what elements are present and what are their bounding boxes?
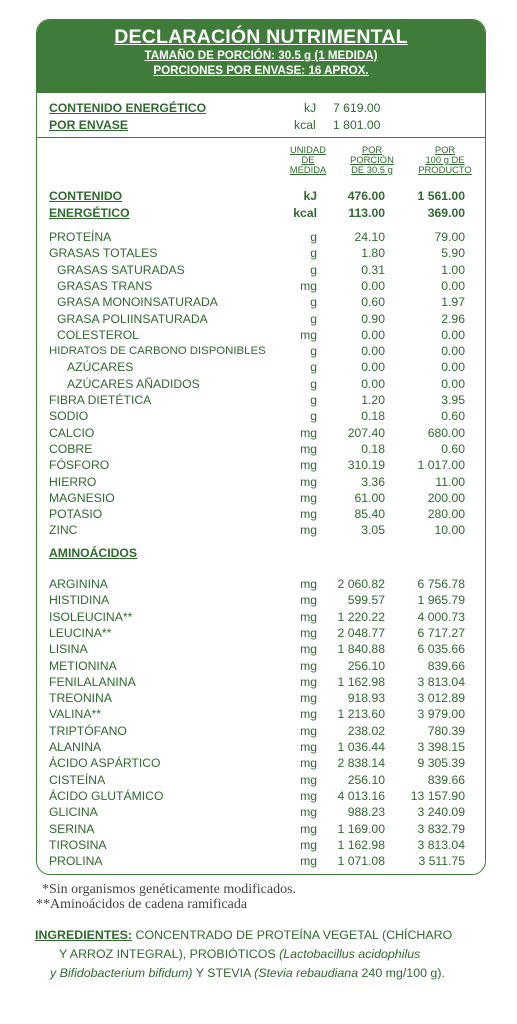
amino-acid-name: ARGININA <box>49 577 108 591</box>
amino-acid-per-serving: 1 071.08 <box>337 854 385 868</box>
servings-per-container: PORCIONES POR ENVASE: 16 APROX. <box>153 64 369 77</box>
amino-acid-unit: mg <box>300 740 317 754</box>
nutrient-name: AZÚCARES AÑADIDOS <box>67 377 200 391</box>
energy-per-100g: 1 561.00 <box>417 189 465 203</box>
amino-acid-per-100g: 3 979.00 <box>417 707 465 721</box>
container-energy-label-1: CONTENIDO ENERGÉTICO <box>49 101 207 115</box>
amino-acid-name: VALINA** <box>49 707 101 721</box>
amino-acid-name: LEUCINA** <box>49 626 112 640</box>
ingredients-line-1 <box>35 926 452 945</box>
amino-acid-per-100g: 780.39 <box>427 724 465 738</box>
nutrient-unit: mg <box>300 458 317 472</box>
nutrient-name: GRASAS TOTALES <box>49 246 158 260</box>
nutrient-per-100g: 0.00 <box>441 328 465 342</box>
nutrient-unit: mg <box>300 507 317 521</box>
column-header-per-serving <box>343 145 401 175</box>
nutrient-unit: g <box>310 263 317 277</box>
nutrient-per-serving: 0.90 <box>361 312 385 326</box>
column-header-line: MEDIDA <box>289 164 327 175</box>
nutrient-unit: g <box>310 409 317 423</box>
amino-acid-unit: mg <box>300 675 317 689</box>
column-header-line: UNIDAD <box>290 144 326 155</box>
column-header-line: PRODUCTO <box>418 164 472 175</box>
footnote-gmo: *Sin organismos genéticamente modificados. <box>42 882 297 897</box>
ingredients-line-3 <box>50 964 445 983</box>
nutrient-unit: mg <box>300 328 317 342</box>
nutrient-per-serving: 0.31 <box>361 263 385 277</box>
nutrient-name: MAGNESIO <box>49 491 115 505</box>
nutrient-per-100g: 3.95 <box>441 393 465 407</box>
nutrient-per-serving: 0.00 <box>361 328 385 342</box>
nutrient-name: GRASA MONOINSATURADA <box>57 295 218 309</box>
nutrient-per-100g: 0.00 <box>441 377 465 391</box>
nutrient-per-100g: 1.00 <box>441 263 465 277</box>
amino-acid-unit: mg <box>300 724 317 738</box>
amino-acid-name: SERINA <box>49 822 95 836</box>
nutrient-name: POTASIO <box>49 507 103 521</box>
ingredients-text-3: Y STEVIA <box>192 966 255 980</box>
nutrient-per-serving: 1.80 <box>361 246 385 260</box>
amino-acid-per-100g: 3 813.04 <box>417 838 465 852</box>
amino-acids-heading: AMINOÁCIDOS <box>49 546 138 560</box>
nutrient-name: CALCIO <box>49 426 95 440</box>
nutrient-per-serving: 0.18 <box>361 442 385 456</box>
amino-acid-unit: mg <box>300 659 317 673</box>
nutrient-per-serving: 207.40 <box>347 426 385 440</box>
amino-acid-unit: mg <box>300 577 317 591</box>
amino-acid-per-serving: 2 060.82 <box>337 577 385 591</box>
amino-acid-per-serving: 988.23 <box>347 805 385 819</box>
amino-acid-per-100g: 9 305.39 <box>417 756 465 770</box>
nutrient-unit: g <box>310 295 317 309</box>
ingredients-latin-1: (Lactobacillus acidophilus <box>279 947 421 961</box>
nutrient-name: GRASAS SATURADAS <box>57 263 185 277</box>
panel-title: DECLARACIÓN NUTRIMENTAL <box>114 26 408 48</box>
nutrient-per-100g: 200.00 <box>427 491 465 505</box>
amino-acid-per-100g: 3 398.15 <box>417 740 465 754</box>
amino-acid-per-serving: 1 162.98 <box>337 838 385 852</box>
amino-acid-per-100g: 6 756.78 <box>417 577 465 591</box>
nutrient-per-serving: 0.00 <box>361 344 385 358</box>
nutrient-per-100g: 10.00 <box>434 523 465 537</box>
nutrient-per-100g: 0.60 <box>441 409 465 423</box>
nutrient-unit: mg <box>300 426 317 440</box>
nutrient-unit: mg <box>300 279 317 293</box>
nutrient-per-serving: 3.36 <box>361 475 385 489</box>
nutrient-per-serving: 0.18 <box>361 409 385 423</box>
amino-acid-per-serving: 1 840.88 <box>337 642 385 656</box>
amino-acid-per-100g: 3 240.09 <box>417 805 465 819</box>
amino-acid-per-serving: 1 036.44 <box>337 740 385 754</box>
nutrition-facts-panel <box>36 19 486 875</box>
amino-acid-name: ÁCIDO ASPÁRTICO <box>49 756 161 770</box>
amino-acid-unit: mg <box>300 642 317 656</box>
amino-acid-name: GLICINA <box>49 805 98 819</box>
nutrient-name: ZINC <box>49 523 78 537</box>
amino-acid-name: CISTEÍNA <box>49 773 106 787</box>
nutrient-unit: g <box>310 246 317 260</box>
amino-acid-unit: mg <box>300 626 317 640</box>
nutrient-per-serving: 61.00 <box>354 491 385 505</box>
amino-acid-name: FENILALANINA <box>49 675 136 689</box>
nutrient-name: GRASAS TRANS <box>57 279 153 293</box>
amino-acid-per-serving: 2 048.77 <box>337 626 385 640</box>
nutrient-unit: g <box>310 312 317 326</box>
amino-acid-unit: mg <box>300 691 317 705</box>
amino-acid-unit: mg <box>300 822 317 836</box>
amino-acid-unit: mg <box>300 773 317 787</box>
nutrient-per-100g: 680.00 <box>427 426 465 440</box>
nutrient-per-100g: 5.90 <box>441 246 465 260</box>
nutrient-per-serving: 310.19 <box>347 458 385 472</box>
nutrient-per-100g: 79.00 <box>434 230 465 244</box>
energy-per-serving: 113.00 <box>348 206 385 220</box>
nutrient-per-100g: 280.00 <box>427 507 465 521</box>
nutrient-unit: g <box>310 230 317 244</box>
column-header-line: 100 g DE <box>425 154 465 165</box>
amino-acid-name: ALANINA <box>49 740 102 754</box>
ingredients-text-4: 240 mg/100 g). <box>358 966 445 980</box>
amino-acid-unit: mg <box>300 707 317 721</box>
nutrient-unit: mg <box>300 491 317 505</box>
nutrient-unit: g <box>310 360 317 374</box>
nutrient-per-serving: 85.40 <box>354 507 385 521</box>
energy-per-serving: 476.00 <box>347 189 385 203</box>
amino-acid-unit: mg <box>300 756 317 770</box>
energy-label-1: CONTENIDO <box>49 189 123 203</box>
amino-acid-unit: mg <box>300 838 317 852</box>
amino-acid-per-100g: 3 012.89 <box>417 691 465 705</box>
amino-acid-per-serving: 599.57 <box>347 593 385 607</box>
energy-label-2: ENERGÉTICO <box>49 206 130 220</box>
amino-acid-per-serving: 4 013.16 <box>337 789 385 803</box>
nutrient-unit: mg <box>300 442 317 456</box>
nutrient-per-serving: 3.05 <box>361 523 385 537</box>
container-energy-label-2: POR ENVASE <box>49 118 129 132</box>
amino-acid-per-serving: 256.10 <box>347 773 385 787</box>
ingredients-text-1: CONCENTRADO DE PROTEÍNA VEGETAL (CHÍCHARO <box>132 928 453 942</box>
amino-acid-per-serving: 256.10 <box>347 659 385 673</box>
energy-unit: kcal <box>293 206 317 220</box>
nutrient-name: FÓSFORO <box>49 458 110 472</box>
amino-acid-name: METIONINA <box>49 659 117 673</box>
ingredients-label: INGREDIENTES: <box>35 928 133 942</box>
nutrient-name: GRASA POLIINSATURADA <box>57 312 208 326</box>
nutrient-name: COBRE <box>49 442 93 456</box>
amino-acid-name: TREONINA <box>49 691 112 705</box>
serving-size: TAMAÑO DE PORCIÓN: 30.5 g (1 MEDIDA) <box>144 49 378 62</box>
container-kcal-unit: kcal <box>294 118 316 132</box>
amino-acid-per-serving: 918.93 <box>347 691 385 705</box>
ingredients-latin-2: y Bifidobacterium bifidum) <box>50 966 193 980</box>
column-header-unit <box>283 145 333 175</box>
amino-acid-name: PROLINA <box>49 854 103 868</box>
nutrient-per-serving: 0.00 <box>361 360 385 374</box>
amino-acid-per-serving: 238.02 <box>347 724 385 738</box>
amino-acid-name: TRIPTÓFANO <box>49 724 127 738</box>
column-header-line: POR <box>361 144 383 155</box>
amino-acid-per-100g: 6 717.27 <box>417 626 465 640</box>
amino-acid-per-100g: 1 965.79 <box>417 593 465 607</box>
amino-acid-name: HISTIDINA <box>49 593 110 607</box>
nutrient-per-100g: 1 017.00 <box>417 458 465 472</box>
footnote-bcaa: **Aminoácidos de cadena ramificada <box>36 897 248 912</box>
column-header-line: DE 30.5 g <box>351 164 393 175</box>
nutrient-per-serving: 0.60 <box>361 295 385 309</box>
column-header-per-100g <box>412 145 478 175</box>
amino-acid-name: LISINA <box>49 642 88 656</box>
amino-acid-per-100g: 3 813.04 <box>417 675 465 689</box>
nutrient-per-100g: 0.00 <box>441 344 465 358</box>
ingredients-line-2 <box>59 945 420 964</box>
container-kcal-value: 1 801.00 <box>333 118 381 132</box>
nutrient-per-serving: 1.20 <box>361 393 385 407</box>
nutrient-per-100g: 0.00 <box>441 360 465 374</box>
ingredients-latin-3: (Stevia rebaudiana <box>254 966 359 980</box>
amino-acid-per-serving: 1 220.22 <box>337 610 385 624</box>
energy-per-100g: 369.00 <box>427 206 465 220</box>
nutrient-per-100g: 0.00 <box>441 279 465 293</box>
panel-header <box>37 20 485 93</box>
nutrient-name: PROTEÍNA <box>49 230 112 244</box>
column-header-line: PORCIÓN <box>350 154 394 165</box>
container-kj-unit: kJ <box>304 101 317 115</box>
amino-acid-per-serving: 1 169.00 <box>337 822 385 836</box>
nutrient-name: HIERRO <box>49 475 97 489</box>
nutrient-per-serving: 24.10 <box>354 230 385 244</box>
amino-acid-per-serving: 1 162.98 <box>337 675 385 689</box>
nutrient-name: SODIO <box>49 409 89 423</box>
nutrient-unit: g <box>310 377 317 391</box>
amino-acid-unit: mg <box>300 789 317 803</box>
nutrient-per-100g: 2.96 <box>441 312 465 326</box>
amino-acid-unit: mg <box>300 610 317 624</box>
nutrient-per-100g: 11.00 <box>435 475 465 489</box>
nutrient-unit: g <box>310 344 317 358</box>
nutrient-name: AZÚCARES <box>67 360 134 374</box>
amino-acid-unit: mg <box>300 593 317 607</box>
amino-acid-unit: mg <box>300 805 317 819</box>
nutrient-name: FIBRA DIETÉTICA <box>49 393 152 407</box>
energy-unit: kJ <box>303 189 317 203</box>
amino-acid-per-100g: 6 035.66 <box>417 642 465 656</box>
nutrient-per-100g: 0.60 <box>441 442 465 456</box>
column-header-line: DE <box>301 154 315 165</box>
nutrient-per-serving: 0.00 <box>361 377 385 391</box>
nutrient-unit: g <box>310 393 317 407</box>
nutrient-name: COLESTEROL <box>57 328 139 342</box>
container-kj-value: 7 619.00 <box>333 101 381 115</box>
ingredients-text-2: Y ARROZ INTEGRAL), PROBIÓTICOS <box>59 947 280 961</box>
amino-acid-unit: mg <box>300 854 317 868</box>
amino-acid-per-serving: 2 838.14 <box>337 756 385 770</box>
amino-acid-per-100g: 3 832.79 <box>417 822 465 836</box>
nutrient-unit: mg <box>300 523 317 537</box>
divider <box>37 137 485 138</box>
amino-acid-per-100g: 839.66 <box>427 773 465 787</box>
nutrient-unit: mg <box>300 475 317 489</box>
amino-acid-per-100g: 839.66 <box>427 659 465 673</box>
amino-acid-per-serving: 1 213.60 <box>337 707 385 721</box>
nutrient-per-100g: 1.97 <box>441 295 465 309</box>
amino-acid-name: TIROSINA <box>49 838 107 852</box>
amino-acid-per-100g: 13 157.90 <box>410 789 465 803</box>
nutrient-name: HIDRATOS DE CARBONO DISPONIBLES <box>49 345 266 357</box>
nutrient-per-serving: 0.00 <box>361 279 385 293</box>
amino-acid-name: ISOLEUCINA** <box>49 610 133 624</box>
column-header-line: POR <box>434 144 456 155</box>
amino-acid-per-100g: 3 511.75 <box>418 854 465 868</box>
amino-acid-per-100g: 4 000.73 <box>417 610 465 624</box>
amino-acid-name: ÁCIDO GLUTÁMICO <box>49 789 164 803</box>
